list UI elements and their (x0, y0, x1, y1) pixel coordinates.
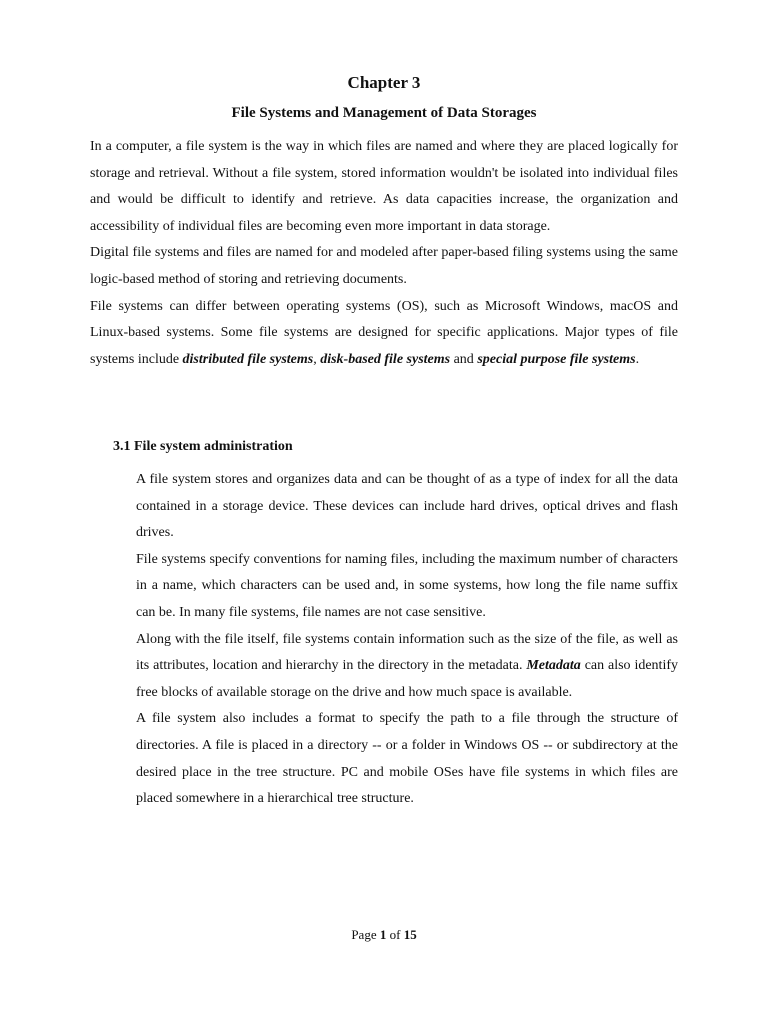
term-distributed-file-systems: distributed file systems (182, 351, 314, 367)
section-paragraph-3-text-a: Along with the file itself, file systems contain information such as the size of the file, as well as its attributes, location and hierarchy in the directory in the metadata. (136, 631, 678, 674)
sentence-end: . (635, 351, 640, 367)
page-label: Page (351, 927, 380, 942)
page-number: 1 (379, 927, 387, 942)
of-label: of (386, 927, 404, 942)
intro-section (90, 134, 678, 373)
term-special-purpose-file-systems: special purpose file systems (477, 351, 636, 367)
chapter-title: File Systems and Management of Data Storages (231, 105, 537, 121)
intro-paragraph-3-text: File systems can differ between operating systems (OS), such as Microsoft Windows, macOS and Linux-based systems. Some file systems are designed for specific applications. Major types of file systems include (90, 298, 678, 367)
section-heading: 3.1 File system administration (113, 439, 293, 454)
section-paragraph-3-text-b: can also identify free blocks of available storage on the drive and how much space is available. (136, 658, 678, 700)
intro-paragraph-1: In a computer, a file system is the way in which files are named and where they are placed logically for storage and retrieval. Without a file system, stored information wouldn't be isolated into individual files and would be difficult to identify and retrieve. As data capacities increase, the organization and accessibility of individual files are becoming even more important in data storage. (90, 139, 678, 234)
section-paragraph-1: A file system stores and organizes data and can be thought of as a type of index for all the data contained in a storage device. These devices can include hard drives, optical drives and flash drives. (136, 472, 678, 541)
intro-paragraph-3 (90, 294, 678, 374)
term-metadata: Metadata (526, 658, 581, 674)
intro-paragraph-2: Digital file systems and files are named for and modeled after paper-based filing systems using the same logic-based method of storing and retrieving documents. (90, 245, 678, 287)
section-body (136, 467, 678, 813)
chapter-heading: Chapter 3 (347, 73, 421, 92)
section-paragraph-3 (136, 627, 678, 707)
page-footer (0, 927, 768, 943)
separator: , (313, 351, 321, 367)
term-disk-based-file-systems: disk-based file systems (320, 351, 451, 367)
total-pages: 15 (403, 927, 417, 942)
section-paragraph-4: A file system also includes a format to specify the path to a file through the structure of directories. A file is placed in a directory -- or a folder in Windows OS -- or subdirectory at the desired place in the tree structure. PC and mobile OSes have file systems in which files are placed somewhere in a hierarchical tree structure. (136, 711, 678, 807)
separator: and (450, 351, 478, 367)
section-paragraph-2: File systems specify conventions for naming files, including the maximum number of characters in a name, which characters can be used and, in some systems, how long the file name suffix can be. In many file systems, file names are not case sensitive. (136, 551, 678, 620)
